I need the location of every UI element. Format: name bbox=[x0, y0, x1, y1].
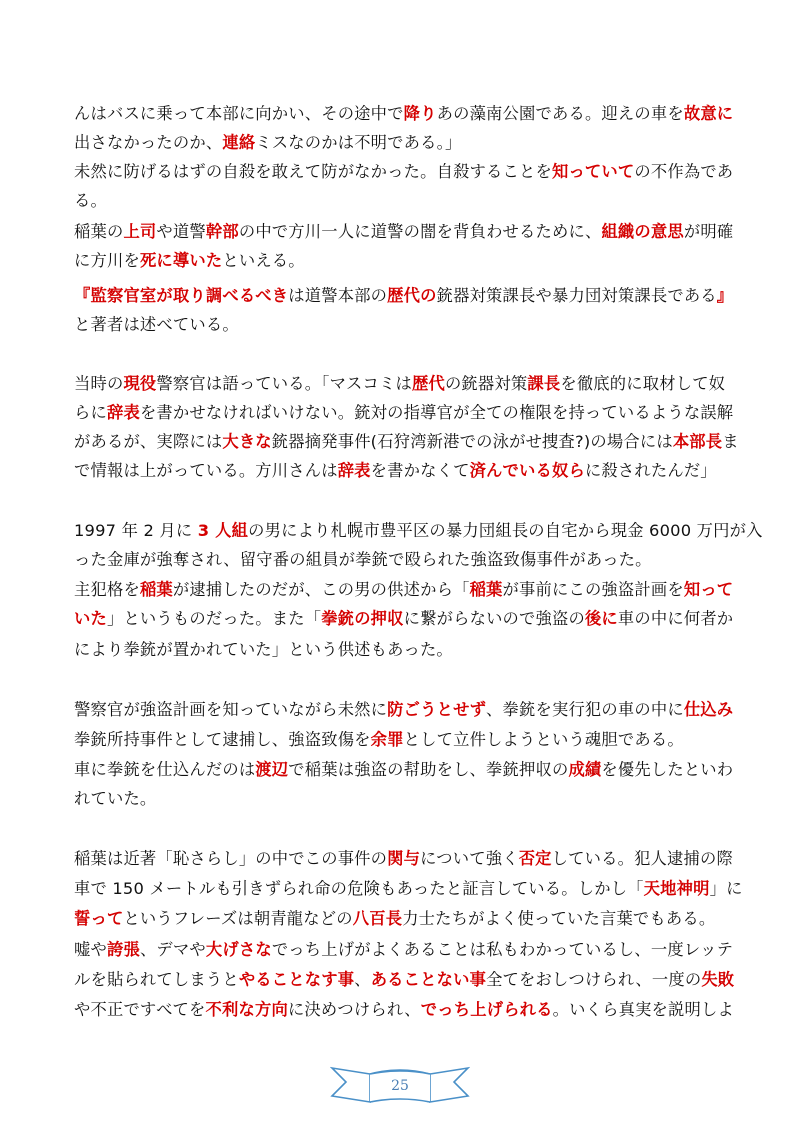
emphasized-text: 後に bbox=[584, 609, 618, 628]
emphasized-text: やることなす事 bbox=[238, 970, 355, 989]
text-line bbox=[74, 550, 652, 570]
emphasized-text: 防ごうとせず bbox=[387, 700, 487, 719]
emphasized-text: 誇張 bbox=[106, 940, 140, 959]
emphasized-text: 3 人組 bbox=[197, 521, 249, 540]
emphasized-text: 辞表 bbox=[106, 403, 140, 422]
text-segment: により拳銃が置かれていた」という供述もあった。 bbox=[74, 640, 453, 659]
text-line bbox=[74, 432, 739, 452]
text-segment: や不正ですべてを bbox=[74, 1000, 206, 1019]
emphasized-text: 拳銃の押収 bbox=[321, 609, 404, 628]
text-segment: る。 bbox=[74, 191, 107, 210]
text-segment: 稲葉は近著「恥さらし」の中でこの事件の bbox=[74, 849, 388, 868]
emphasized-text: 天地神明 bbox=[643, 879, 710, 898]
text-segment: と著者は述べている。 bbox=[74, 315, 239, 334]
text-segment: った金庫が強奪され、留守番の組員が拳銃で殴られた強盗致傷事件があった。 bbox=[74, 550, 652, 569]
emphasized-text: 知っていて bbox=[551, 162, 635, 181]
emphasized-text: いた bbox=[74, 609, 107, 628]
text-segment: といえる。 bbox=[222, 251, 305, 270]
emphasized-text: 幹部 bbox=[205, 222, 239, 241]
text-segment: 嘘や bbox=[74, 940, 107, 959]
text-segment: している。犯人逮捕の際 bbox=[551, 849, 733, 868]
text-segment: 。いくら真実を説明しよ bbox=[552, 1000, 734, 1019]
text-segment: あの藻南公園である。迎えの車を bbox=[436, 104, 684, 123]
text-segment: 銃器摘発事件(石狩湾新港での泳がせ捜査?)の場合には bbox=[271, 432, 673, 451]
text-line bbox=[74, 580, 733, 600]
emphasized-text: あることない事 bbox=[370, 970, 487, 989]
emphasized-text: 余罪 bbox=[370, 730, 404, 749]
emphasized-text: 失敗 bbox=[701, 970, 735, 989]
emphasized-text: 稲葉 bbox=[139, 580, 173, 599]
text-line bbox=[74, 640, 453, 660]
text-segment: 稲葉の bbox=[74, 222, 124, 241]
text-segment: 車で 150 メートルも引きずられ命の危険もあったと証言している。しかし「 bbox=[74, 879, 644, 898]
text-line bbox=[74, 315, 239, 335]
text-segment: を書かせなければいけない。銃対の指導官が全ての権限を持っているような誤解 bbox=[139, 403, 734, 422]
emphasized-text: 成績 bbox=[568, 760, 602, 779]
text-segment: 、デマや bbox=[139, 940, 206, 959]
emphasized-text: でっち上げられる bbox=[420, 1000, 553, 1019]
emphasized-text: 否定 bbox=[518, 849, 552, 868]
text-segment: に殺されたんだ」 bbox=[584, 461, 717, 480]
text-line bbox=[74, 760, 733, 780]
text-segment: として立件しようという魂胆である。 bbox=[403, 730, 684, 749]
text-segment: ミスなのかは不明である。」 bbox=[255, 133, 462, 152]
text-segment: 未然に防げるはずの自殺を敢えて防がなかった。自殺することを bbox=[74, 162, 552, 181]
text-segment: 全てをおしつけられ、一度の bbox=[486, 970, 702, 989]
emphasized-text: 歴代 bbox=[411, 374, 445, 393]
text-segment: に決めつけられ、 bbox=[287, 1000, 421, 1019]
emphasized-text: 組織の意思 bbox=[601, 222, 684, 241]
text-segment: 」というものだった。また「 bbox=[106, 609, 322, 628]
emphasized-text: 八百長 bbox=[352, 909, 403, 928]
emphasized-text: 歴代の bbox=[387, 286, 437, 305]
text-line bbox=[74, 789, 156, 809]
text-segment: 、 bbox=[354, 970, 371, 989]
text-segment: で稲葉は強盗の幇助をし、拳銃押収の bbox=[288, 760, 569, 779]
text-segment: ま bbox=[722, 432, 739, 451]
emphasized-text: 知って bbox=[683, 580, 734, 599]
text-segment: ルを貼られてしまうと bbox=[74, 970, 239, 989]
emphasized-text: 死に導いた bbox=[139, 251, 223, 270]
emphasized-text: 故意に bbox=[683, 104, 734, 123]
text-line bbox=[74, 222, 733, 242]
text-line bbox=[74, 104, 733, 124]
text-segment: 力士たちがよく使っていた言葉でもある。 bbox=[402, 909, 716, 928]
emphasized-text: 済んでいる奴ら bbox=[469, 461, 585, 480]
text-line bbox=[74, 879, 743, 899]
text-line bbox=[74, 251, 305, 271]
text-line bbox=[74, 162, 733, 182]
emphasized-text: 降り bbox=[403, 104, 437, 123]
emphasized-text: 関与 bbox=[387, 849, 421, 868]
text-line bbox=[74, 133, 461, 153]
emphasized-text: 稲葉 bbox=[469, 580, 503, 599]
emphasized-text: 不利な方向 bbox=[205, 1000, 288, 1019]
text-segment: や道警 bbox=[156, 222, 206, 241]
text-segment: 当時の bbox=[74, 374, 124, 393]
text-segment: の男により札幌市豊平区の暴力団組長の自宅から現金 6000 万円が入 bbox=[248, 521, 763, 540]
emphasized-text: 仕込み bbox=[683, 700, 734, 719]
text-segment: 警察官が強盗計画を知っていながら未然に bbox=[74, 700, 388, 719]
text-segment: 拳銃所持事件として逮捕し、強盗致傷を bbox=[74, 730, 371, 749]
emphasized-text: 誓って bbox=[74, 909, 124, 928]
text-segment: らに bbox=[74, 403, 107, 422]
text-line bbox=[74, 609, 733, 629]
text-segment: に方川を bbox=[74, 251, 140, 270]
text-segment: 警察官は語っている。「マスコミは bbox=[156, 374, 412, 393]
text-segment: 、拳銃を実行犯の車の中に bbox=[486, 700, 684, 719]
text-segment: は道警本部の bbox=[288, 286, 388, 305]
text-segment: を徹底的に取材して奴 bbox=[560, 374, 726, 393]
text-segment: 銃器対策課長や暴力団対策課長である bbox=[436, 286, 717, 305]
emphasized-text: 上司 bbox=[123, 222, 157, 241]
emphasized-text: 連絡 bbox=[222, 133, 256, 152]
text-segment: が事前にこの強盗計画を bbox=[502, 580, 684, 599]
text-segment: 出さなかったのか、 bbox=[74, 133, 223, 152]
text-line bbox=[74, 521, 763, 541]
text-segment: の中で方川一人に道警の闇を背負わせるために、 bbox=[238, 222, 602, 241]
text-segment: を書かなくて bbox=[370, 461, 470, 480]
text-line bbox=[74, 1000, 734, 1020]
emphasized-text: 渡辺 bbox=[255, 760, 289, 779]
emphasized-text: 辞表 bbox=[337, 461, 371, 480]
text-segment: が明確 bbox=[683, 222, 734, 241]
emphasized-text: 課長 bbox=[527, 374, 561, 393]
emphasized-text: 大げさな bbox=[205, 940, 272, 959]
text-segment: で情報は上がっている。方川さんは bbox=[74, 461, 338, 480]
text-segment: に繋がらないので強盗の bbox=[403, 609, 585, 628]
text-line bbox=[74, 849, 733, 869]
text-segment: というフレーズは朝青龍などの bbox=[123, 909, 353, 928]
text-segment: 」に bbox=[709, 879, 743, 898]
emphasized-text: 『監察官室が bbox=[74, 286, 173, 305]
text-segment: でっち上げがよくあることは私もわかっているし、一度レッテ bbox=[271, 940, 734, 959]
text-segment: が逮捕したのだが、この男の供述から「 bbox=[172, 580, 470, 599]
text-line bbox=[74, 970, 734, 990]
text-segment: 1997 年 2 月に bbox=[74, 521, 198, 540]
text-segment: について強く bbox=[420, 849, 519, 868]
text-segment: 車の中に何者か bbox=[617, 609, 734, 628]
text-segment: 主犯格を bbox=[74, 580, 140, 599]
text-segment: があるが、実際には bbox=[74, 432, 223, 451]
emphasized-text: 』 bbox=[716, 286, 734, 305]
text-line bbox=[74, 940, 733, 960]
text-line bbox=[74, 191, 107, 211]
emphasized-text: 取り調べるべき bbox=[172, 286, 289, 305]
text-line bbox=[74, 909, 715, 929]
page-number: 25 bbox=[391, 1078, 409, 1094]
text-line bbox=[74, 286, 733, 306]
text-segment: を優先したといわ bbox=[601, 760, 734, 779]
emphasized-text: 現役 bbox=[123, 374, 157, 393]
emphasized-text: 大きな bbox=[222, 432, 272, 451]
text-segment: 車に拳銃を仕込んだのは bbox=[74, 760, 256, 779]
text-line bbox=[74, 461, 717, 481]
text-line bbox=[74, 730, 684, 750]
text-segment: の銃器対策 bbox=[444, 374, 528, 393]
emphasized-text: 本部長 bbox=[672, 432, 723, 451]
text-segment: んはバスに乗って本部に向かい、その途中で bbox=[74, 104, 404, 123]
text-segment: れていた。 bbox=[74, 789, 157, 808]
text-line bbox=[74, 374, 725, 394]
text-line bbox=[74, 700, 733, 720]
text-line bbox=[74, 403, 733, 423]
text-segment: の不作為であ bbox=[634, 162, 734, 181]
